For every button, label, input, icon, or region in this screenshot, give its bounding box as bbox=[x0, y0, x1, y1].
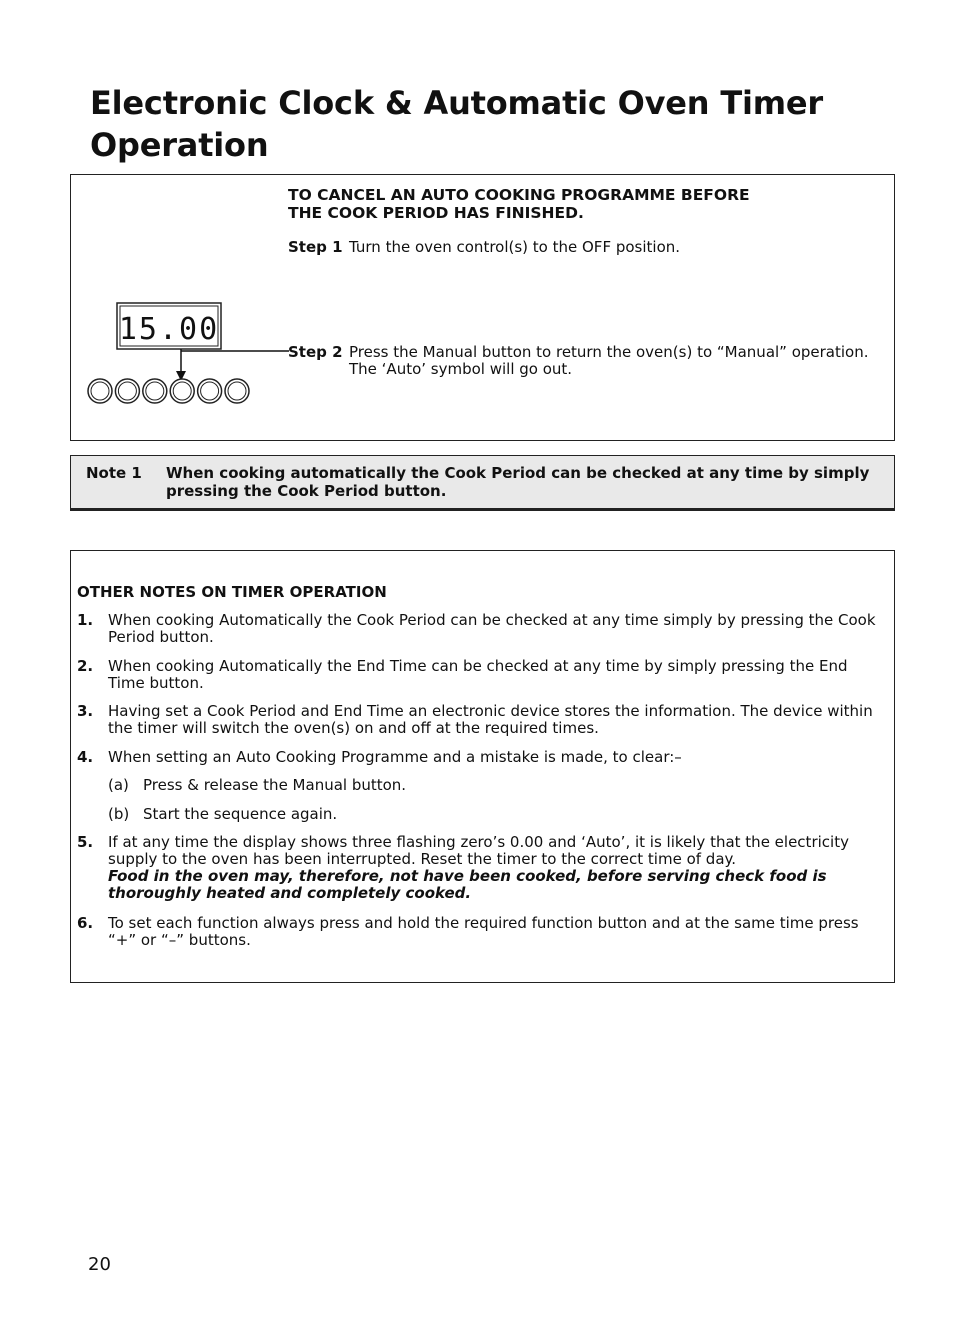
note-item-4-text: When setting an Auto Cooking Programme and a mistake is made, to clear:– bbox=[108, 748, 682, 766]
cancel-heading bbox=[288, 186, 848, 222]
note-item-6-number: 6. bbox=[77, 914, 94, 932]
note-item-6-text: To set each function always press and hold the required function button and at the same time press “+” or “–” buttons. bbox=[108, 914, 859, 949]
note-item-4-number: 4. bbox=[77, 748, 94, 766]
note-subitem-a-text: Press & release the Manual button. bbox=[143, 776, 407, 794]
other-notes-panel bbox=[70, 550, 895, 983]
timer-button-5 bbox=[198, 379, 222, 403]
note-item-5-text: If at any time the display shows three flashing zero’s 0.00 and ‘Auto’, it is likely that the electricity supply to the oven has been interrupted. Reset the timer to the correct time of day. bbox=[108, 833, 849, 868]
timer-button-1 bbox=[88, 379, 112, 403]
note-item-1-text: When cooking Automatically the Cook Period can be checked at any time simply by pressing the Cook Period button. bbox=[108, 611, 876, 646]
note-item-2-number: 2. bbox=[77, 657, 94, 675]
timer-button-2 bbox=[115, 379, 139, 403]
note-item-3-number: 3. bbox=[77, 702, 94, 720]
page-title: Electronic Clock & Automatic Oven Timer Operation bbox=[90, 84, 823, 164]
timer-diagram bbox=[87, 301, 292, 411]
page-number: 20 bbox=[88, 1254, 111, 1275]
note-item-5-body bbox=[108, 834, 883, 902]
step-1-text: Turn the oven control(s) to the OFF position. bbox=[349, 238, 681, 256]
note-item-5-number: 5. bbox=[77, 833, 94, 851]
timer-button-3 bbox=[143, 379, 167, 403]
note-item-1-number: 1. bbox=[77, 611, 94, 629]
timer-button-6 bbox=[225, 379, 249, 403]
step-2-text: Press the Manual button to return the oven(s) to “Manual” operation. The ‘Auto’ symbol will go out. bbox=[349, 343, 869, 378]
step-1-label: Step 1 bbox=[288, 238, 343, 256]
timer-buttons-row bbox=[88, 379, 249, 403]
step-2-label: Step 2 bbox=[288, 343, 343, 361]
note-label: Note 1 bbox=[86, 464, 142, 482]
note-subitem-b-text: Start the sequence again. bbox=[143, 805, 338, 823]
note-item-3-text: Having set a Cook Period and End Time an electronic device stores the information. The device within the timer will switch the oven(s) on and off at the required times. bbox=[108, 702, 873, 737]
note-item-2-text: When cooking Automatically the End Time can be checked at any time by simply pressing the End Time button. bbox=[108, 657, 848, 692]
note-item-5-warning: Food in the oven may, therefore, not have been cooked, before serving check food is thoroughly heated and completely cooked. bbox=[108, 867, 827, 902]
other-notes-heading: OTHER NOTES ON TIMER OPERATION bbox=[77, 583, 387, 601]
cancel-programme-panel bbox=[70, 174, 895, 441]
note-text: When cooking automatically the Cook Period can be checked at any time by simply pressing the Cook Period button. bbox=[166, 464, 870, 500]
cancel-heading-line-1: TO CANCEL AN AUTO COOKING PROGRAMME BEFORE bbox=[288, 186, 750, 204]
note-panel bbox=[70, 455, 895, 511]
note-subitem-b-label: (b) bbox=[108, 805, 130, 823]
display-reading: 15.00 bbox=[118, 312, 220, 347]
cancel-heading-line-2: THE COOK PERIOD HAS FINISHED. bbox=[288, 204, 584, 222]
timer-button-4 bbox=[170, 379, 194, 403]
note-subitem-a-label: (a) bbox=[108, 776, 129, 794]
